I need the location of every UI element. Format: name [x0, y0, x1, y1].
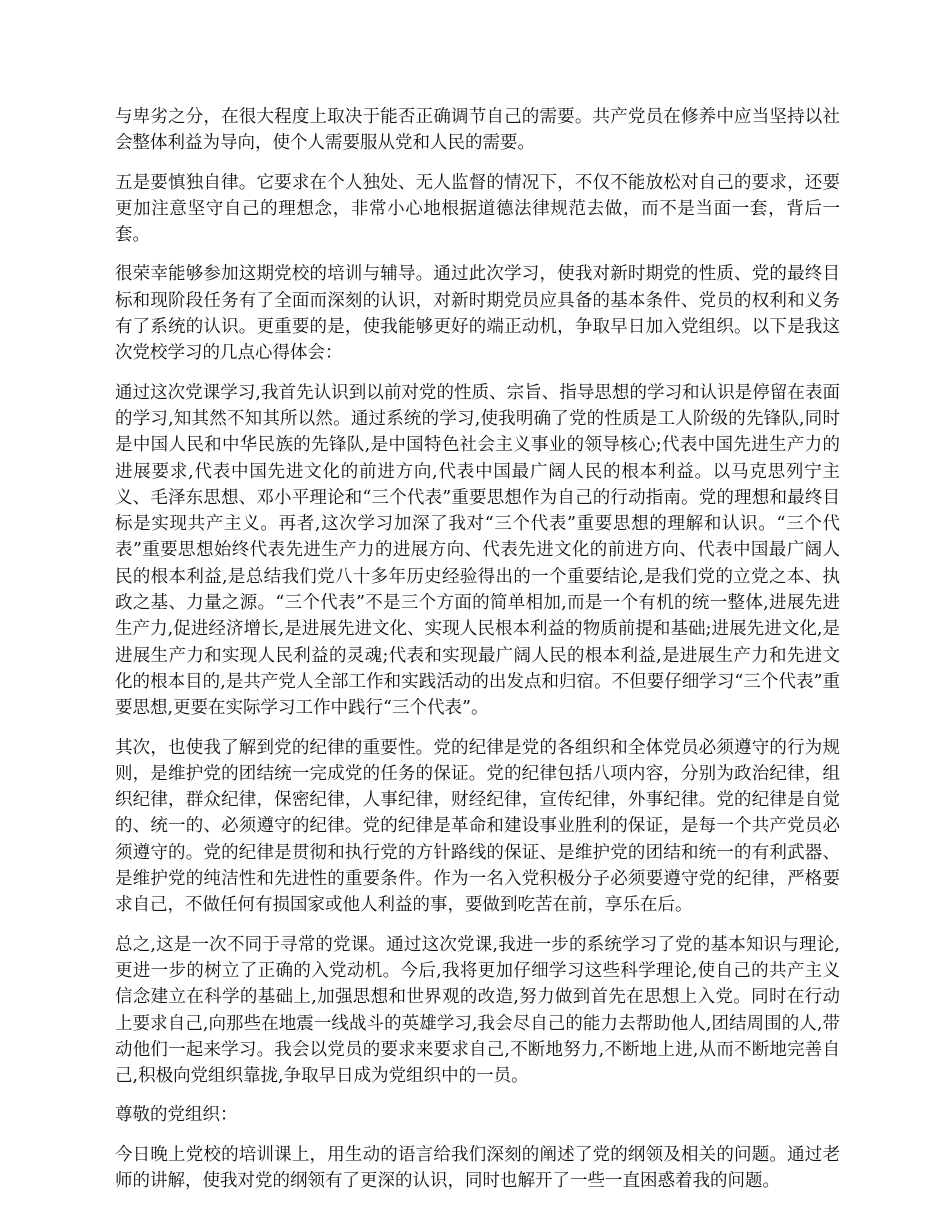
paragraph-salutation: 尊敬的党组织： [115, 1105, 238, 1126]
paragraph-conclusion: 总之,这是一次不同于寻常的党课。通过这次党课,我进一步的系统学习了党的基本知识与理论,更进一步的树立了正确的入党动机。今后,我将更加仔细学习这些科学理论,使自己的共产主义信念建立在科学的基础上,加强思想和世界观的改造,努力做到首先在思想上入党。同时在行动上要求自己,向那些在地震一线战斗的英雄学习,我会尽自己的能力去帮助他人,团结周围的人,带动他们一起来学习。我会以党员的要求来要求自己,不断地努力,不断地上进,从而不断地完善自己,积极向党组织靠拢,争取早日成为党组织中的一员。 [115, 934, 840, 1087]
paragraph-three-represents: 通过这次党课学习,我首先认识到以前对党的性质、宗旨、指导思想的学习和认识是停留在表面的学习,知其然不知其所以然。通过系统的学习,使我明确了党的性质是工人阶级的先锋队,同时是中国人民和中华民族的先锋队,是中国特色社会主义事业的领导核心;代表中国先进生产力的进展要求,代表中国先进文化的前进方向,代表中国最广阔人民的根本利益。以马克思列宁主义、毛泽东思想、邓小平理论和“三个代表”重要思想作为自己的行动指南。党的理想和最终目标是实现共产主义。再者,这次学习加深了我对“三个代表”重要思想的理解和认识。“三个代表”重要思想始终代表先进生产力的进展方向、代表先进文化的前进方向、代表中国最广阔人民的根本利益,是总结我们党八十多年历史经验得出的一个重要结论,是我们党的立党之本、执政之基、力量之源。“三个代表”不是三个方面的简单相加,而是一个有机的统一整体,进展先进生产力,促进经济增长,是进展先进文化、实现人民根本利益的物质前提和基础;进展先进文化,是进展生产力和实现人民利益的灵魂;代表和实现最广阔人民的根本利益,是进展生产力和先进文化的根本目的,是共产党人全部工作和实践活动的出发点和归宿。不但要仔细学习“三个代表”重要思想,更要在实际学习工作中践行“三个代表”。 [115, 382, 840, 719]
paragraph-self-discipline: 五是要慎独自律。它要求在个人独处、无人监督的情况下，不仅不能放松对自己的要求，还要更加注意坚守自己的理想念，非常小心地根据道德法律规范去做，而不是当面一套，背后一套。 [115, 172, 840, 246]
paragraph-need-regulation: 与卑劣之分，在很大程度上取决于能否正确调节自己的需要。共产党员在修养中应当坚持以社会整体利益为导向，使个人需要服从党和人民的需要。 [115, 107, 840, 154]
paragraph-evening-class: 今日晚上党校的培训课上，用生动的语言给我们深刻的阐述了党的纲领及相关的问题。通过老师的讲解，使我对党的纲领有了更深的认识，同时也解开了一些一直困惑着我的问题。 [115, 1144, 840, 1191]
paragraph-training-intro: 很荣幸能够参加这期党校的培训与辅导。通过此次学习，使我对新时期党的性质、党的最终目标和现阶段任务有了全面而深刻的认识，对新时期党员应具备的基本条件、党员的权利和义务有了系统的认识。更重要的是，使我能够更好的端正动机，争取早日加入党组织。以下是我这次党校学习的几点心得体会： [115, 264, 840, 364]
document-page [115, 104, 840, 1207]
paragraph-party-discipline: 其次，也使我了解到党的纪律的重要性。党的纪律是党的各组织和全体党员必须遵守的行为规则，是维护党的团结统一完成党的任务的保证。党的纪律包括八项内容，分别为政治纪律，组织纪律，群众纪律，保密纪律，人事纪律，财经纪律，宣传纪律，外事纪律。党的纪律是自觉的、统一的、必须遵守的纪律。党的纪律是革命和建设事业胜利的保证，是每一个共产党员必须遵守的。党的纪律是贯彻和执行党的方针路线的保证、是维护党的团结和统一的有利武器、是维护党的纯洁性和先进性的重要条件。作为一名入党积极分子必须要遵守党的纪律，严格要求自己，不做任何有损国家或他人利益的事，要做到吃苦在前，享乐在后。 [115, 737, 840, 916]
